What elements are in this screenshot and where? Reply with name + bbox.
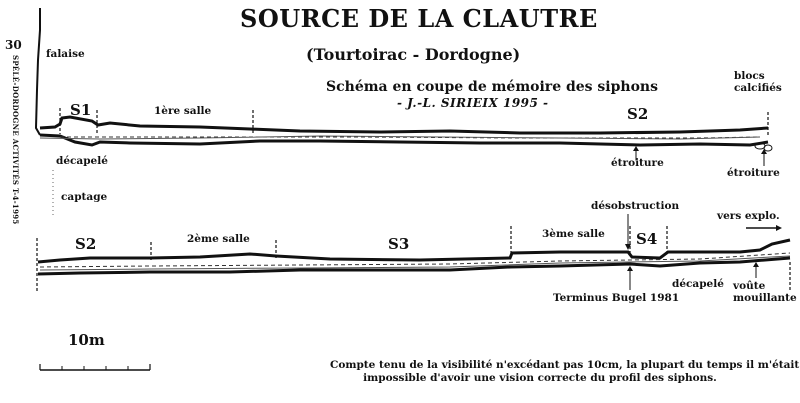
margin-vertical-text: SPÉLÉ-DORDOGNE ACTIVITÉS T-4-1995 — [11, 55, 20, 225]
label-captage: captage — [61, 191, 108, 203]
label-etroiture-right: étroiture — [727, 167, 780, 179]
label-vers-explo: vers explo. — [717, 210, 780, 222]
cliff-line — [36, 8, 40, 135]
label-etroiture-center: étroiture — [611, 157, 664, 169]
etroiture-arrow-head — [633, 146, 639, 151]
label-decapele-lower: décapelé — [672, 278, 724, 290]
calcified-block-shape — [764, 145, 772, 151]
etroiture-right-arrow-head — [761, 149, 767, 154]
label-falaise: falaise — [46, 48, 85, 60]
label-salle2: 2ème salle — [187, 233, 250, 245]
terminus-arrow-head — [627, 266, 633, 271]
vers-explo-arrow-head — [776, 225, 782, 231]
label-s3: S3 — [388, 235, 410, 253]
upper-roof — [40, 117, 768, 133]
label-salle1: 1ère salle — [154, 105, 212, 117]
page-title: SOURCE DE LA CLAUTRE — [240, 4, 598, 33]
footnote-line-2: impossible d'avoir une vision correcte du profil des siphons. — [363, 372, 717, 384]
page-subtitle: (Tourtoirac - Dordogne) — [306, 45, 521, 64]
voute-arrow-head — [753, 262, 759, 267]
label-blocs-calcifies: blocs calcifiés — [734, 70, 782, 94]
label-decapele-upper: décapelé — [56, 155, 108, 167]
page-number: 30 — [5, 38, 22, 52]
diagram-heading: Schéma en coupe de mémoire des siphons — [326, 79, 658, 95]
label-s4: S4 — [636, 230, 658, 248]
label-s1: S1 — [70, 101, 92, 119]
scale-label: 10m — [68, 331, 105, 349]
label-voute-mouillante: voûte mouillante — [733, 280, 797, 304]
label-s2-lower: S2 — [75, 235, 97, 253]
footnote — [330, 359, 800, 385]
label-salle3: 3ème salle — [542, 228, 605, 240]
label-desobstruction: désobstruction — [591, 200, 680, 212]
author-byline: - J.-L. SIRIEIX 1995 - — [397, 96, 549, 110]
label-terminus: Terminus Bugel 1981 — [553, 292, 680, 304]
footnote-line-1: Compte tenu de la visibilité n'excédant pas 10cm, la plupart du temps il m'était — [330, 359, 800, 371]
label-s2-upper: S2 — [627, 105, 649, 123]
